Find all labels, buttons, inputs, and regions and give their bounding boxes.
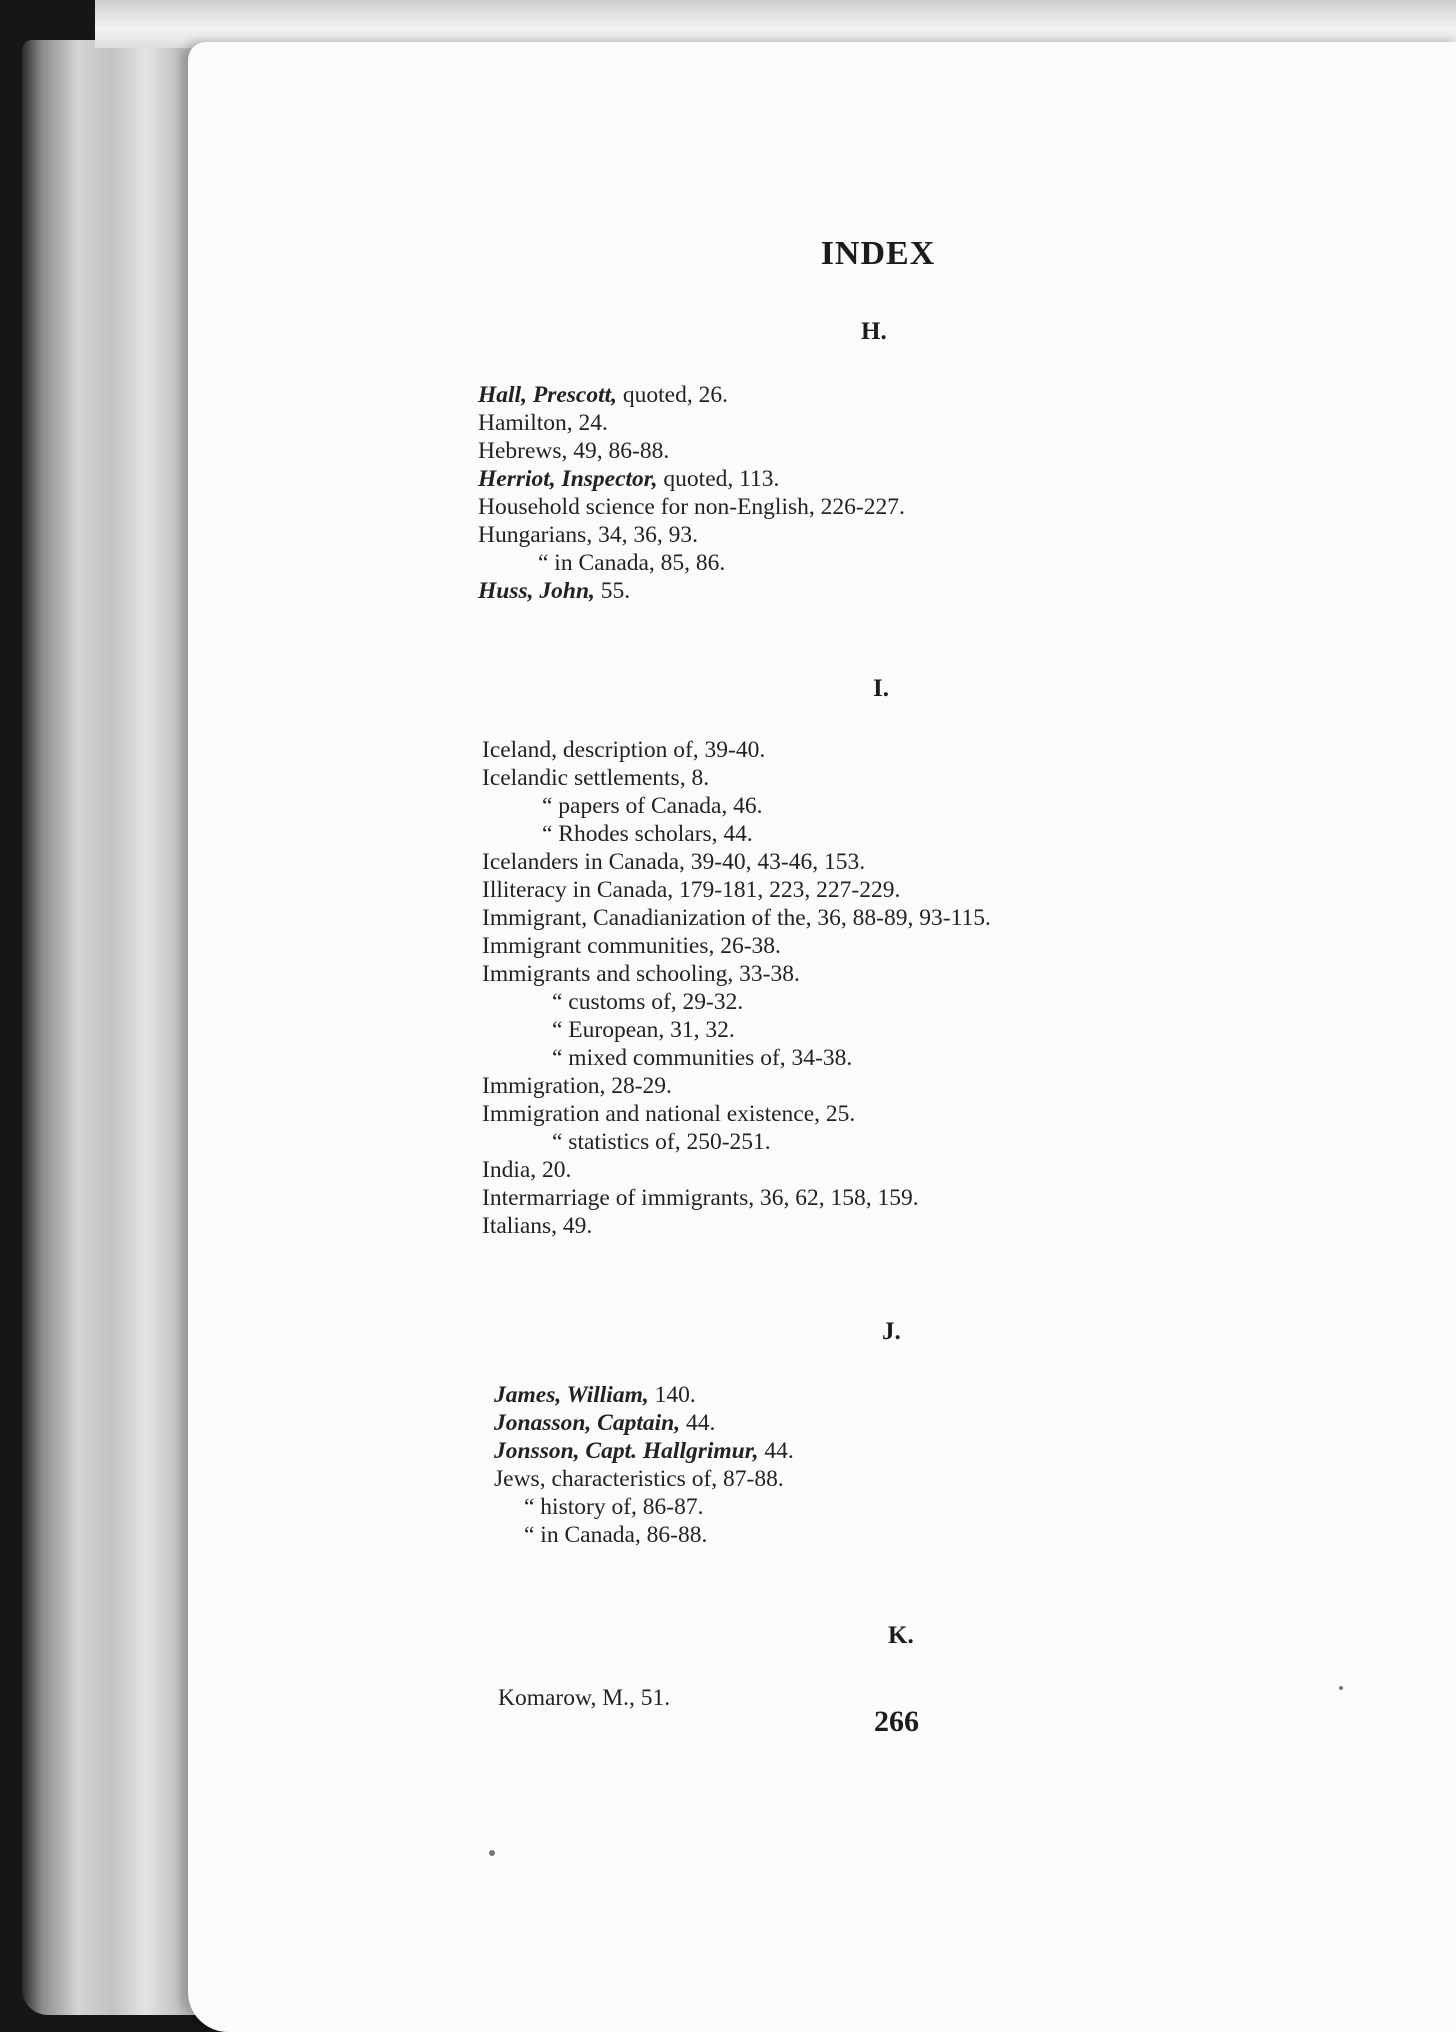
section-letter-k: K. [888, 1622, 914, 1649]
index-entry: “ Rhodes scholars, 44. [542, 821, 753, 847]
print-speck [489, 1850, 495, 1856]
index-entry: Komarow, M., 51. [498, 1685, 671, 1711]
index-entry: Hamilton, 24. [478, 410, 608, 436]
index-entry: Immigration and national existence, 25. [482, 1101, 856, 1127]
index-entry: India, 20. [482, 1157, 572, 1183]
section-letter-j: J. [882, 1318, 901, 1345]
page-title: INDEX [820, 235, 936, 272]
index-entry: “ in Canada, 86-88. [524, 1522, 708, 1548]
index-entry: Hungarians, 34, 36, 93. [478, 522, 698, 548]
index-entry: Italians, 49. [482, 1213, 593, 1239]
index-entry: Hebrews, 49, 86-88. [478, 438, 670, 464]
index-entry: Jonasson, Captain, 44. [494, 1410, 716, 1436]
index-entry: Intermarriage of immigrants, 36, 62, 158, 159. [482, 1185, 919, 1211]
section-h-entries [478, 381, 905, 605]
index-entry: Household science for non-English, 226-227. [478, 494, 905, 520]
index-entry: “ history of, 86-87. [524, 1494, 704, 1520]
index-entry: Icelanders in Canada, 39-40, 43-46, 153. [482, 849, 866, 875]
index-entry: “ mixed communities of, 34-38. [552, 1045, 853, 1071]
index-entry: Immigrant communities, 26-38. [482, 933, 781, 959]
index-entry: Immigrants and schooling, 33-38. [482, 961, 800, 987]
index-entry: “ customs of, 29-32. [552, 989, 744, 1015]
index-entry: “ in Canada, 85, 86. [538, 550, 726, 576]
index-entry: Illiteracy in Canada, 179-181, 223, 227-229. [482, 877, 901, 903]
index-entry: Herriot, Inspector, quoted, 113. [478, 466, 780, 492]
section-letter-h: H. [861, 318, 887, 345]
index-entry: Jews, characteristics of, 87-88. [494, 1466, 784, 1492]
index-entry: Icelandic settlements, 8. [482, 765, 710, 791]
index-entry: Immigrant, Canadianization of the, 36, 88-89, 93-115. [482, 905, 991, 931]
section-letter-i: I. [873, 675, 889, 702]
section-k-entries [498, 1684, 670, 1712]
index-entry: James, William, 140. [494, 1382, 696, 1408]
index-entry: “ papers of Canada, 46. [542, 793, 763, 819]
index-entry: Hall, Prescott, quoted, 26. [478, 382, 728, 408]
section-i-entries [482, 736, 991, 1240]
section-j-entries [494, 1381, 794, 1549]
index-entry: Jonsson, Capt. Hallgrimur, 44. [494, 1438, 794, 1464]
index-entry: “ European, 31, 32. [552, 1017, 735, 1043]
index-entry: Huss, John, 55. [478, 578, 631, 604]
page-number: 266 [874, 1705, 919, 1738]
index-entry: Immigration, 28-29. [482, 1073, 672, 1099]
index-entry: Iceland, description of, 39-40. [482, 737, 766, 763]
print-speck [1339, 1686, 1343, 1690]
index-entry: “ statistics of, 250-251. [552, 1129, 771, 1155]
